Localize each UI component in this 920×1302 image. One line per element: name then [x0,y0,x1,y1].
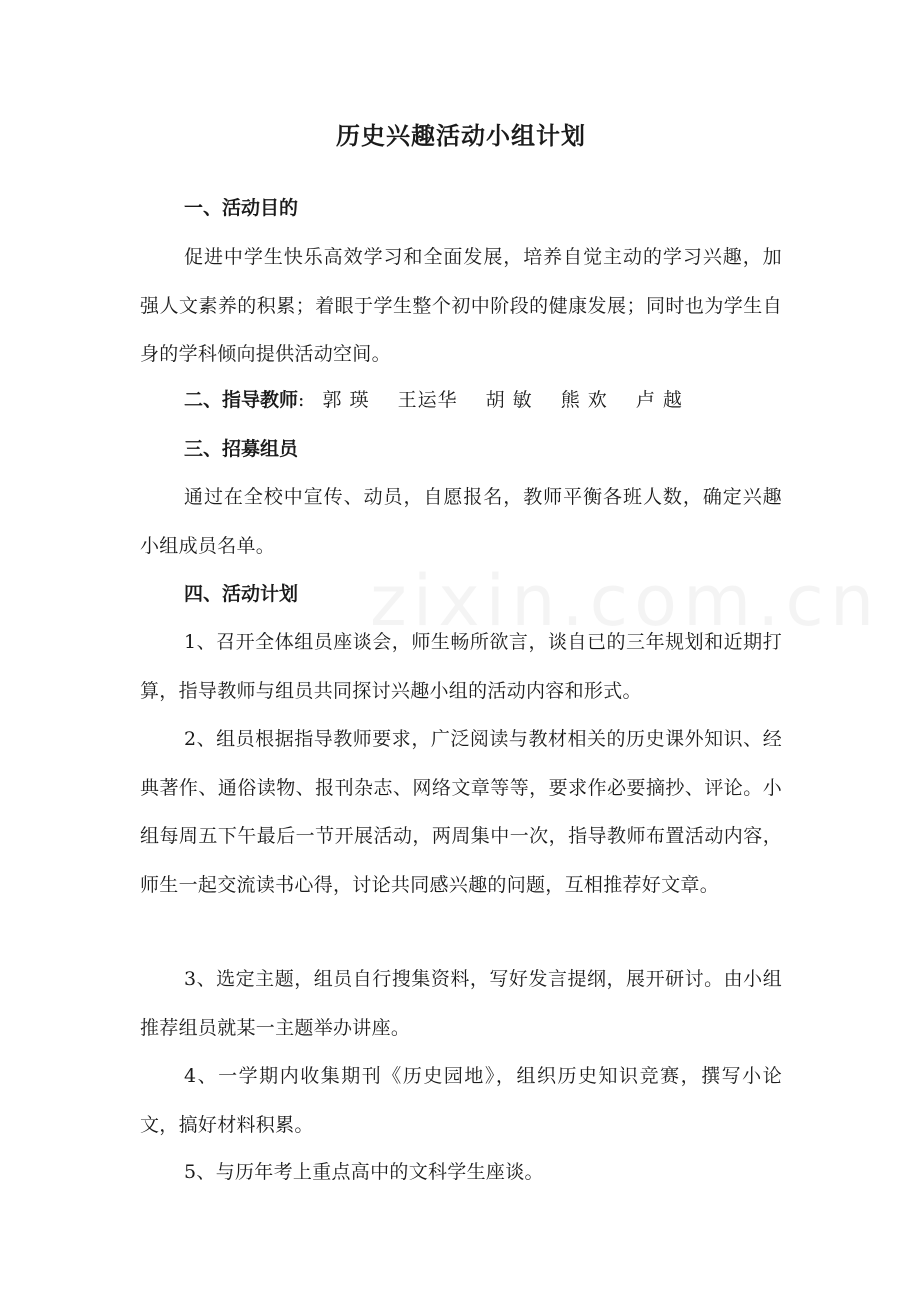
teacher-name: 郭 瑛 [322,389,370,411]
section-heading-purpose: 一、活动目的 [184,197,299,219]
teacher-name: 卢 越 [635,389,683,411]
document-title: 历史兴趣活动小组计划 [336,122,586,150]
plan-item: 4、一学期内收集期刊《历史园地》，组织历史知识竞赛，撰写小论文，搞好材料积累。 [140,1065,782,1136]
section-heading-recruit: 三、招募组员 [184,438,299,460]
teacher-name: 王运华 [397,389,458,411]
section-body-purpose: 促进中学生快乐高效学习和全面发展，培养自觉主动的学习兴趣，加强人文素养的积累；着眼于学生整个初中阶段的健康发展；同时也为学生自身的学科倾向提供活动空间。 [140,246,782,365]
teacher-name: 胡 敏 [485,389,533,411]
plan-item: 1、召开全体组员座谈会，师生畅所欲言，谈自已的三年规划和近期打算，指导教师与组员共同探讨兴趣小组的活动内容和形式。 [140,631,782,702]
section-heading-plan: 四、活动计划 [184,583,299,605]
plan-item: 5、与历年考上重点高中的文科学生座谈。 [184,1161,544,1183]
section-heading-teachers: 二、指导教师 [184,389,299,411]
plan-item: 3、选定主题，组员自行搜集资料，写好发言提纲，展开研讨。由小组推荐组员就某一主题举办讲座。 [140,968,782,1039]
plan-item: 2、组员根据指导教师要求，广泛阅读与教材相关的历史课外知识、经典著作、通俗读物、报刊杂志、网络文章等等，要求作必要摘抄、评论。小组每周五下午最后一节开展活动，两周集中一次，指导教师布置活动内容，师生一起交流读书心得，讨论共同感兴趣的问题，互相推荐好文章。 [140,728,782,896]
teacher-name: 熊 欢 [560,389,608,411]
teachers-line [184,385,705,415]
section-body-recruit: 通过在全校中宣传、动员，自愿报名，教师平衡各班人数，确定兴趣小组成员名单。 [140,486,782,557]
teachers-colon: : [298,389,305,411]
